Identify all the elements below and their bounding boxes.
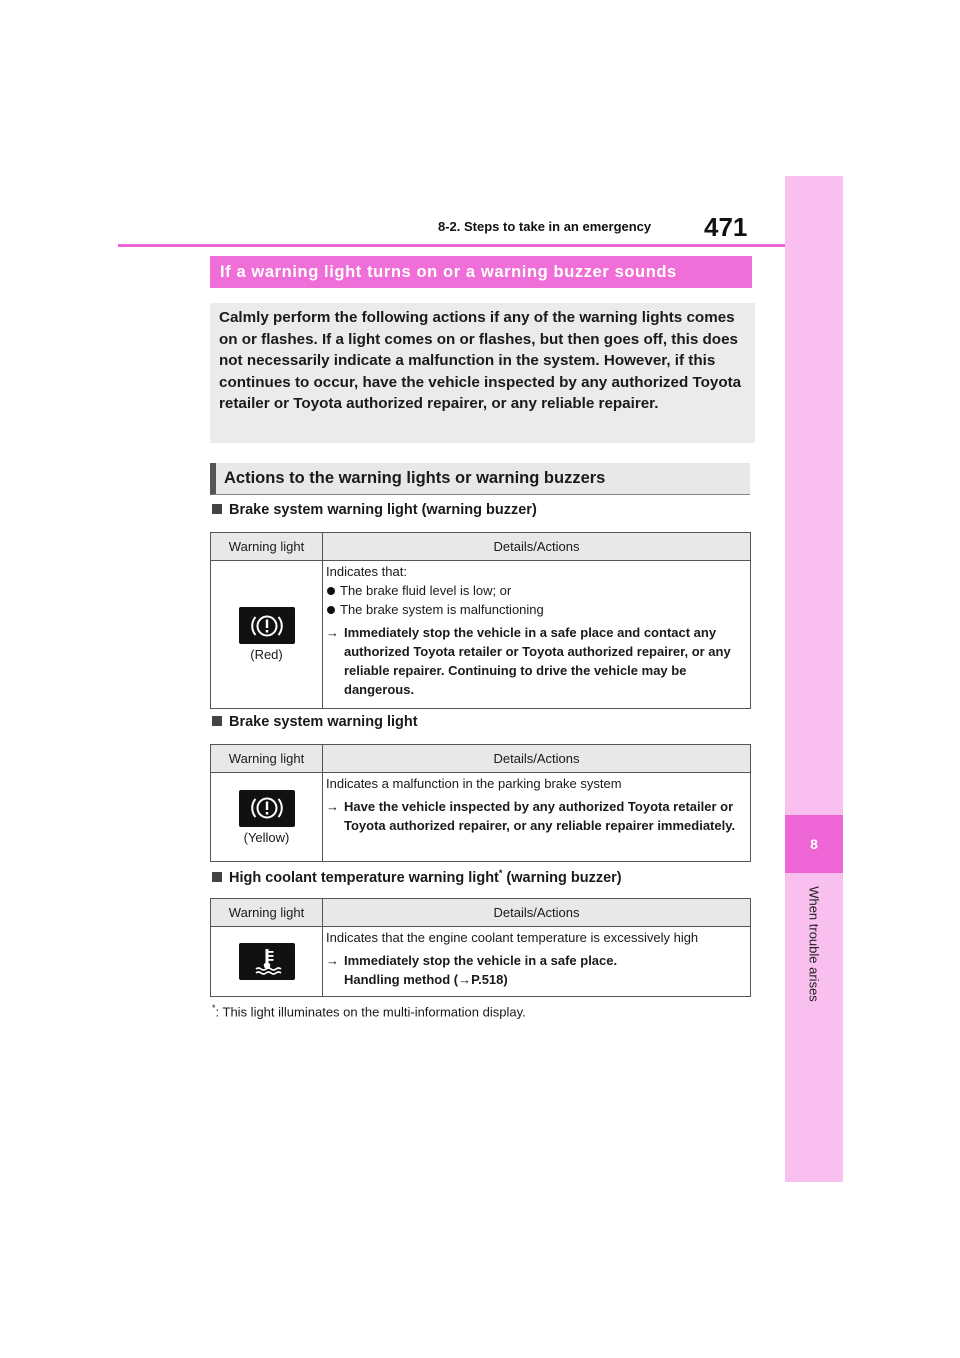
column-header-details: Details/Actions (493, 539, 580, 554)
action-text: → Immediately stop the vehicle in a safe place and contact any authorized Toyota retailer or Toyota authorized repairer, or any reliable repairer. Continuing to drive the vehicle may be dangerous. (326, 625, 731, 697)
brake-warning-icon (239, 607, 295, 644)
intro-text: Calmly perform the following actions if any of the warning lights comes on or flashes. If a light comes on or flashes, but then goes off, this does not necessarily indicate a malfunction in the system. However, if this continues to occur, have the vehicle inspected by any authorized Toyota retailer or Toyota authorized repairer, or any reliable repairer. (210, 303, 755, 443)
chapter-title-tab[interactable]: When trouble arises (806, 886, 822, 1002)
warning-table-brake-red (210, 532, 751, 709)
column-header-details: Details/Actions (493, 751, 580, 766)
column-header-warning-light: Warning light (211, 899, 323, 926)
coolant-temperature-icon (239, 943, 295, 980)
square-bullet-icon (212, 504, 222, 514)
list-item: The brake system is malfunctioning (326, 600, 744, 619)
chapter-side-strip (785, 176, 843, 1182)
section-heading-brake-buzzer: Brake system warning light (warning buzzer) (212, 502, 537, 518)
column-header-details: Details/Actions (493, 905, 580, 920)
subheading: Actions to the warning lights or warning buzzers (210, 463, 750, 495)
warning-table-brake-yellow (210, 744, 751, 862)
brake-warning-icon (239, 790, 295, 827)
column-header-warning-light: Warning light (211, 745, 323, 772)
light-color-label: (Yellow) (243, 829, 290, 845)
action-text: → Have the vehicle inspected by any authorized Toyota retailer or Toyota authorized repairer, or any reliable repairer immediately. (326, 799, 736, 833)
arrow-icon: → (326, 799, 339, 814)
section-header: 8-2. Steps to take in an emergency (438, 219, 652, 234)
arrow-icon: → (326, 953, 339, 968)
indicates-text: Indicates that the engine coolant temperature is excessively high (326, 930, 699, 945)
column-header-warning-light: Warning light (211, 533, 323, 560)
page-reference-link[interactable]: Handling method (→P.518) (344, 972, 508, 987)
square-bullet-icon (212, 716, 222, 726)
light-color-label: (Red) (250, 647, 283, 662)
section-heading-coolant: High coolant temperature warning light* (warning buzzer) (212, 868, 622, 886)
footnote: *: This light illuminates on the multi-information display. (212, 1003, 526, 1020)
indicates-text: Indicates a malfunction in the parking brake system (326, 776, 622, 791)
section-banner: If a warning light turns on or a warning buzzer sounds (210, 256, 752, 288)
header-rule (118, 244, 785, 247)
list-item: The brake fluid level is low; or (326, 581, 744, 600)
action-text: → Immediately stop the vehicle in a safe place. Handling method (→P.518) (326, 953, 618, 987)
arrow-icon: → (326, 625, 339, 640)
square-bullet-icon (212, 872, 222, 882)
chapter-number-tab[interactable]: 8 (785, 815, 843, 873)
indicates-text: Indicates that: (326, 564, 407, 579)
page-number: 471 (704, 212, 748, 242)
warning-table-coolant (210, 898, 751, 997)
section-heading-brake: Brake system warning light (212, 714, 418, 730)
